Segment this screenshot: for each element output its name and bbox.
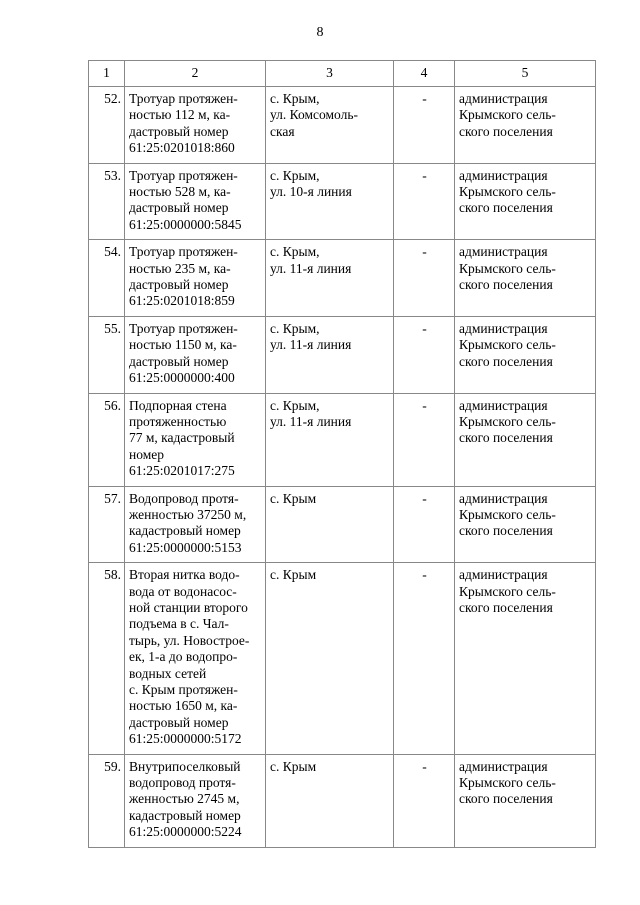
column-4-value: - [394,163,455,240]
table-row [89,754,596,847]
column-4-value: - [394,754,455,847]
cell-line: Тротуар протяжен- [129,320,238,336]
cell-line: кадастровый номер [129,807,241,823]
cell-line: ул. 11-я линия [270,337,352,353]
table-row [89,393,596,486]
cell-line: ек, 1-а до водопро- [129,649,238,665]
object-owner [455,87,596,164]
cell-line: ул. 10-я линия [270,184,352,200]
table-row [89,163,596,240]
object-name [125,163,266,240]
cell-line: ского поселения [459,277,553,293]
cell-line: 61:25:0201017:275 [129,463,235,479]
object-owner [455,563,596,754]
column-4-value: - [394,87,455,164]
object-owner [455,754,596,847]
object-owner [455,240,596,317]
cell-line: вода от водонасос- [129,583,237,599]
row-number: 56. [89,393,125,486]
cell-line: 77 м, кадастровый [129,430,235,446]
cell-line: ул. 11-я линия [270,413,352,429]
cell-line: Подпорная стена [129,397,227,413]
cell-line: дастровый номер [129,200,229,216]
object-name [125,754,266,847]
cell-line: Крымского сель- [459,260,556,276]
cell-line: 61:25:0201018:860 [129,140,235,156]
table-row [89,486,596,563]
object-location [266,563,394,754]
cell-line: администрация [459,758,548,774]
object-location [266,486,394,563]
cell-line: номер [129,446,165,462]
cell-line: с. Крым [270,758,317,774]
cell-line: Крымского сель- [459,337,556,353]
header-cell: 3 [266,61,394,87]
cell-line: тырь, ул. Новострое- [129,632,250,648]
cell-line: 61:25:0201018:859 [129,293,235,309]
cell-line: ского поселения [459,599,553,615]
cell-line: ностью 528 м, ка- [129,184,231,200]
row-number: 59. [89,754,125,847]
object-name [125,393,266,486]
cell-line: Крымского сель- [459,107,556,123]
column-4-value: - [394,240,455,317]
object-location [266,393,394,486]
object-owner [455,486,596,563]
row-number: 54. [89,240,125,317]
column-4-value: - [394,393,455,486]
cell-line: с. Крым, [270,91,320,106]
cell-line: протяженностью [129,413,227,429]
object-location [266,240,394,317]
object-owner [455,316,596,393]
cell-line: Тротуар протяжен- [129,91,238,106]
cell-line: дастровый номер [129,277,229,293]
row-number: 57. [89,486,125,563]
object-location [266,163,394,240]
cell-line: ной станции второго [129,599,248,615]
header-cell: 2 [125,61,266,87]
cell-line: Вторая нитка водо- [129,567,240,583]
cell-line: с. Крым протяжен- [129,682,238,697]
cell-line: 61:25:0000000:400 [129,370,235,386]
table-row [89,563,596,754]
cell-line: администрация [459,320,548,336]
table-row [89,87,596,164]
cell-line: ского поселения [459,353,553,369]
object-name [125,87,266,164]
cell-line: ская [270,123,295,139]
cell-line: Тротуар протяжен- [129,244,238,260]
cell-line: администрация [459,244,548,260]
header-cell: 5 [455,61,596,87]
cell-line: ул. Комсомоль- [270,107,359,123]
cell-line: Крымского сель- [459,413,556,429]
cell-line: с. Крым, [270,244,320,260]
cell-line: водопровод протя- [129,775,236,791]
cell-line: водных сетей [129,665,207,681]
header-cell: 4 [394,61,455,87]
cell-line: 61:25:0000000:5172 [129,731,242,747]
object-location [266,316,394,393]
cell-line: ского поселения [459,123,553,139]
cell-line: администрация [459,91,548,106]
row-number: 58. [89,563,125,754]
cell-line: ского поселения [459,523,553,539]
cell-line: Тротуар протяжен- [129,167,238,183]
cell-line: администрация [459,397,548,413]
cell-line: женностью 37250 м, [129,506,247,522]
cell-line: Водопровод протя- [129,490,239,506]
cell-line: Крымского сель- [459,184,556,200]
cell-line: дастровый номер [129,123,229,139]
page-number: 8 [316,25,324,40]
object-name [125,563,266,754]
row-number: 52. [89,87,125,164]
object-location [266,87,394,164]
cell-line: женностью 2745 м, [129,791,240,807]
column-4-value: - [394,486,455,563]
cell-line: 61:25:0000000:5845 [129,216,242,232]
cell-line: ностью 1650 м, ка- [129,698,238,714]
cell-line: ского поселения [459,791,553,807]
cell-line: с. Крым, [270,397,320,413]
cell-line: Крымского сель- [459,506,556,522]
object-owner [455,163,596,240]
cell-line: с. Крым [270,490,317,506]
cell-line: Крымского сель- [459,775,556,791]
cell-line: дастровый номер [129,353,229,369]
cell-line: ностью 235 м, ка- [129,260,231,276]
header-cell: 1 [89,61,125,87]
table-row [89,316,596,393]
cell-line: подъема в с. Чал- [129,616,229,632]
cell-line: ностью 112 м, ка- [129,107,231,123]
property-table [88,60,596,848]
cell-line: дастровый номер [129,714,229,730]
cell-line: ностью 1150 м, ка- [129,337,237,353]
cell-line: с. Крым, [270,167,320,183]
cell-line: Внутрипоселковый [129,758,241,774]
table-header-row [89,61,596,87]
cell-line: администрация [459,167,548,183]
column-4-value: - [394,563,455,754]
cell-line: 61:25:0000000:5153 [129,539,242,555]
object-name [125,486,266,563]
cell-line: кадастровый номер [129,523,241,539]
cell-line: ского поселения [459,200,553,216]
column-4-value: - [394,316,455,393]
cell-line: администрация [459,490,548,506]
cell-line: с. Крым [270,567,317,583]
cell-line: 61:25:0000000:5224 [129,824,242,840]
cell-line: администрация [459,567,548,583]
cell-line: ского поселения [459,430,553,446]
cell-line: ул. 11-я линия [270,260,352,276]
object-owner [455,393,596,486]
object-name [125,316,266,393]
row-number: 55. [89,316,125,393]
cell-line: с. Крым, [270,320,320,336]
row-number: 53. [89,163,125,240]
cell-line: Крымского сель- [459,583,556,599]
object-location [266,754,394,847]
table-row [89,240,596,317]
object-name [125,240,266,317]
